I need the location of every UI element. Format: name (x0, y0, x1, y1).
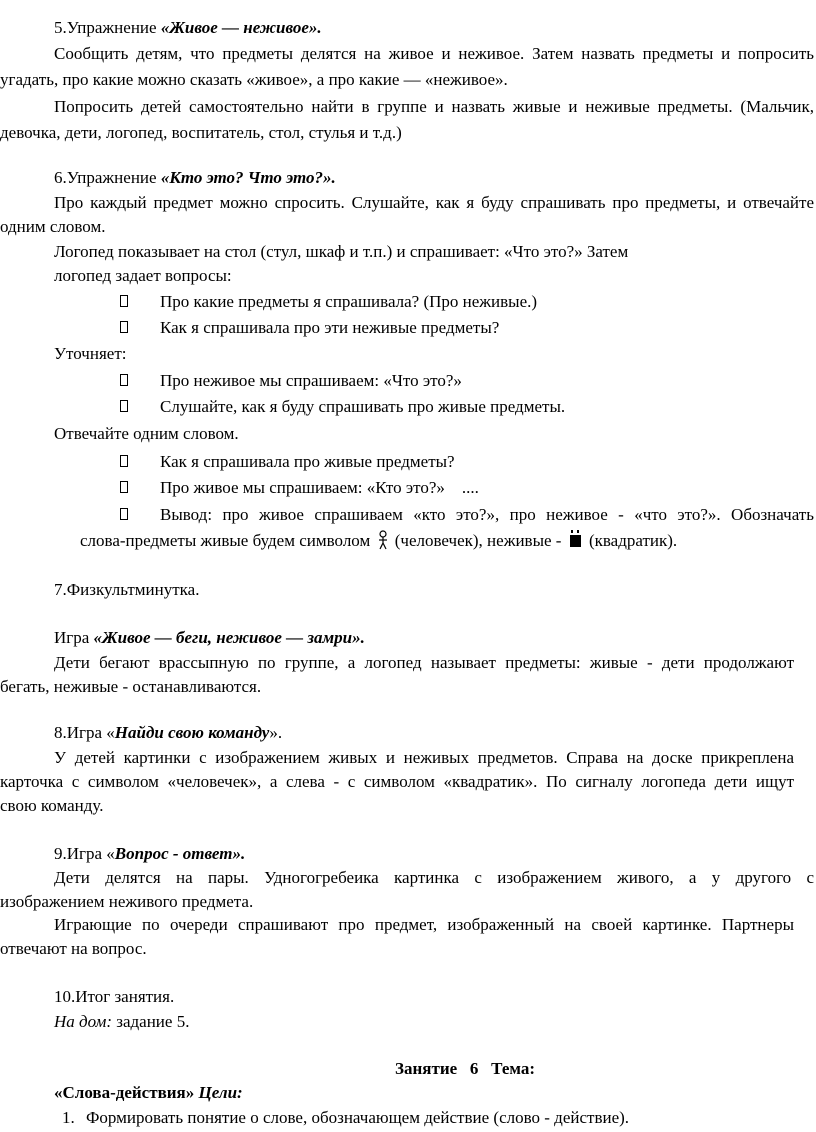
ex6-b7-text-c: (квадратик). (588, 531, 678, 550)
ex8-title-name: Найди свою команду (114, 723, 270, 742)
ex6-clarifies: Уточняет: (54, 344, 127, 363)
ex8-p-line3: свою команду. (0, 796, 104, 815)
ex8-p-line2: карточка с символом «человечек», а слева - с символом «квадратик». По сигналу логопеда дети ищут (0, 772, 794, 791)
ex10-home-text: задание 5. (112, 1012, 190, 1031)
bullet-box-icon (120, 321, 128, 333)
ex5-title-prefix: 5.Упражнение (54, 18, 161, 37)
ex6-b7-text-a: слова-предметы живые будем символом (80, 531, 371, 550)
ex6-bullet-6: Про живое мы спрашиваем: «Кто это?» .... (160, 478, 479, 497)
ex8-title-suffix: ». (269, 723, 283, 742)
ex5-p1-line2: угадать, про какие можно сказать «живое», а про какие — «неживое». (0, 70, 508, 89)
ex6-bullet-7-line2 (80, 530, 677, 552)
lesson6-heading: Занятие 6 Тема: (395, 1059, 536, 1078)
ex6-title-prefix: 6.Упражнение (54, 168, 161, 187)
ex10-homework (54, 1011, 189, 1033)
ex6-bullet-7-line1: Вывод: про живое спрашиваем «кто это?», про неживое - «что это?». Обозначать (160, 505, 814, 524)
lesson6-goal1-num: 1. (62, 1108, 75, 1127)
ex6-title-name: «Кто это? Что это?». (160, 168, 336, 187)
ex5-p1-line1: Сообщить детям, что предметы делятся на живое и неживое. Затем назвать предметы и попросить (54, 44, 814, 63)
ex10-home-label: На дом: (54, 1012, 112, 1031)
ex9-title-name: Вопрос - ответ». (114, 844, 246, 863)
square-symbol-icon (570, 535, 581, 547)
lesson6-goal1: Формировать понятие о слове, обозначающем действие (слово - действие). (86, 1108, 630, 1127)
ex9-title-prefix: 9.Игра « (54, 844, 115, 863)
ex7-p-line1: Дети бегают врассыпную по группе, а логопед называет предметы: живые - дети продолжают (54, 653, 794, 672)
ex7-game-prefix: Игра (54, 628, 94, 647)
ex7-game-title (54, 627, 365, 649)
ex6-bullet-2: Как я спрашивала про эти неживые предметы? (160, 318, 500, 337)
ex6-p2-line1: Логопед показывает на стол (стул, шкаф и т.п.) и спрашивает: «Что это?» Затем (54, 242, 629, 261)
ex7-p-line2: бегать, неживые - останавливаются. (0, 677, 262, 696)
lesson6-goals-label: Цели: (194, 1083, 243, 1102)
ex9-p2-line2: отвечают на вопрос. (0, 939, 147, 958)
bullet-box-icon (120, 295, 128, 307)
ex8-title-prefix: 8.Игра « (54, 723, 115, 742)
ex8-title (54, 722, 282, 744)
ex6-b7-text-b: (человечек), неживые - (394, 531, 562, 550)
ex6-bullet-5: Как я спрашивала про живые предметы? (160, 452, 455, 471)
ex7-title: 7.Физкультминутка. (54, 580, 200, 599)
ex5-p2-line2: девочка, дети, логопед, воспитатель, стол, стулья и т.д.) (0, 123, 402, 142)
ex5-p2-line1: Попросить детей самостоятельно найти в группе и назвать живые и неживые предметы. (Мальчик, (54, 97, 814, 116)
ex9-p2-line1: Играющие по очереди спрашивают про предмет, изображенный на своей картинке. Партнеры (54, 915, 794, 934)
ex9-p1-line2: изображением неживого предмета. (0, 892, 254, 911)
ex6-p1-line2: одним словом. (0, 217, 106, 236)
lesson6-topic: «Слова-действия» (54, 1083, 195, 1102)
ex7-game-name: «Живое — беги, неживое — замри». (93, 628, 365, 647)
ex5-title-name: «Живое — неживое». (160, 18, 322, 37)
ex10-title: 10.Итог занятия. (54, 987, 175, 1006)
ex8-p-line1: У детей картинки с изображением живых и неживых предметов. Справа на доске прикреплена (54, 748, 794, 767)
ex6-title (54, 167, 336, 189)
stick-figure-icon (378, 530, 388, 550)
ex9-p1-line1: Дети делятся на пары. Удногогребеика картинка с изображением живого, а у другого с (54, 868, 814, 887)
ex6-bullet-4: Слушайте, как я буду спрашивать про живые предметы. (160, 397, 566, 416)
bullet-box-icon (120, 481, 128, 493)
ex6-bullet-3: Про неживое мы спрашиваем: «Что это?» (160, 371, 462, 390)
ex6-bullet-1: Про какие предметы я спрашивала? (Про неживые.) (160, 292, 538, 311)
lesson6-topic-line (54, 1082, 243, 1104)
ex6-answer: Отвечайте одним словом. (54, 424, 239, 443)
ex9-title (54, 843, 245, 865)
ex6-p1-line1: Про каждый предмет можно спросить. Слушайте, как я буду спрашивать про предметы, и отвечайте (54, 193, 814, 212)
bullet-box-icon (120, 374, 128, 386)
bullet-box-icon (120, 455, 128, 467)
ex5-title (54, 17, 322, 39)
ex6-p2-line2: логопед задает вопросы: (54, 266, 232, 285)
bullet-box-icon (120, 508, 128, 520)
bullet-box-icon (120, 400, 128, 412)
